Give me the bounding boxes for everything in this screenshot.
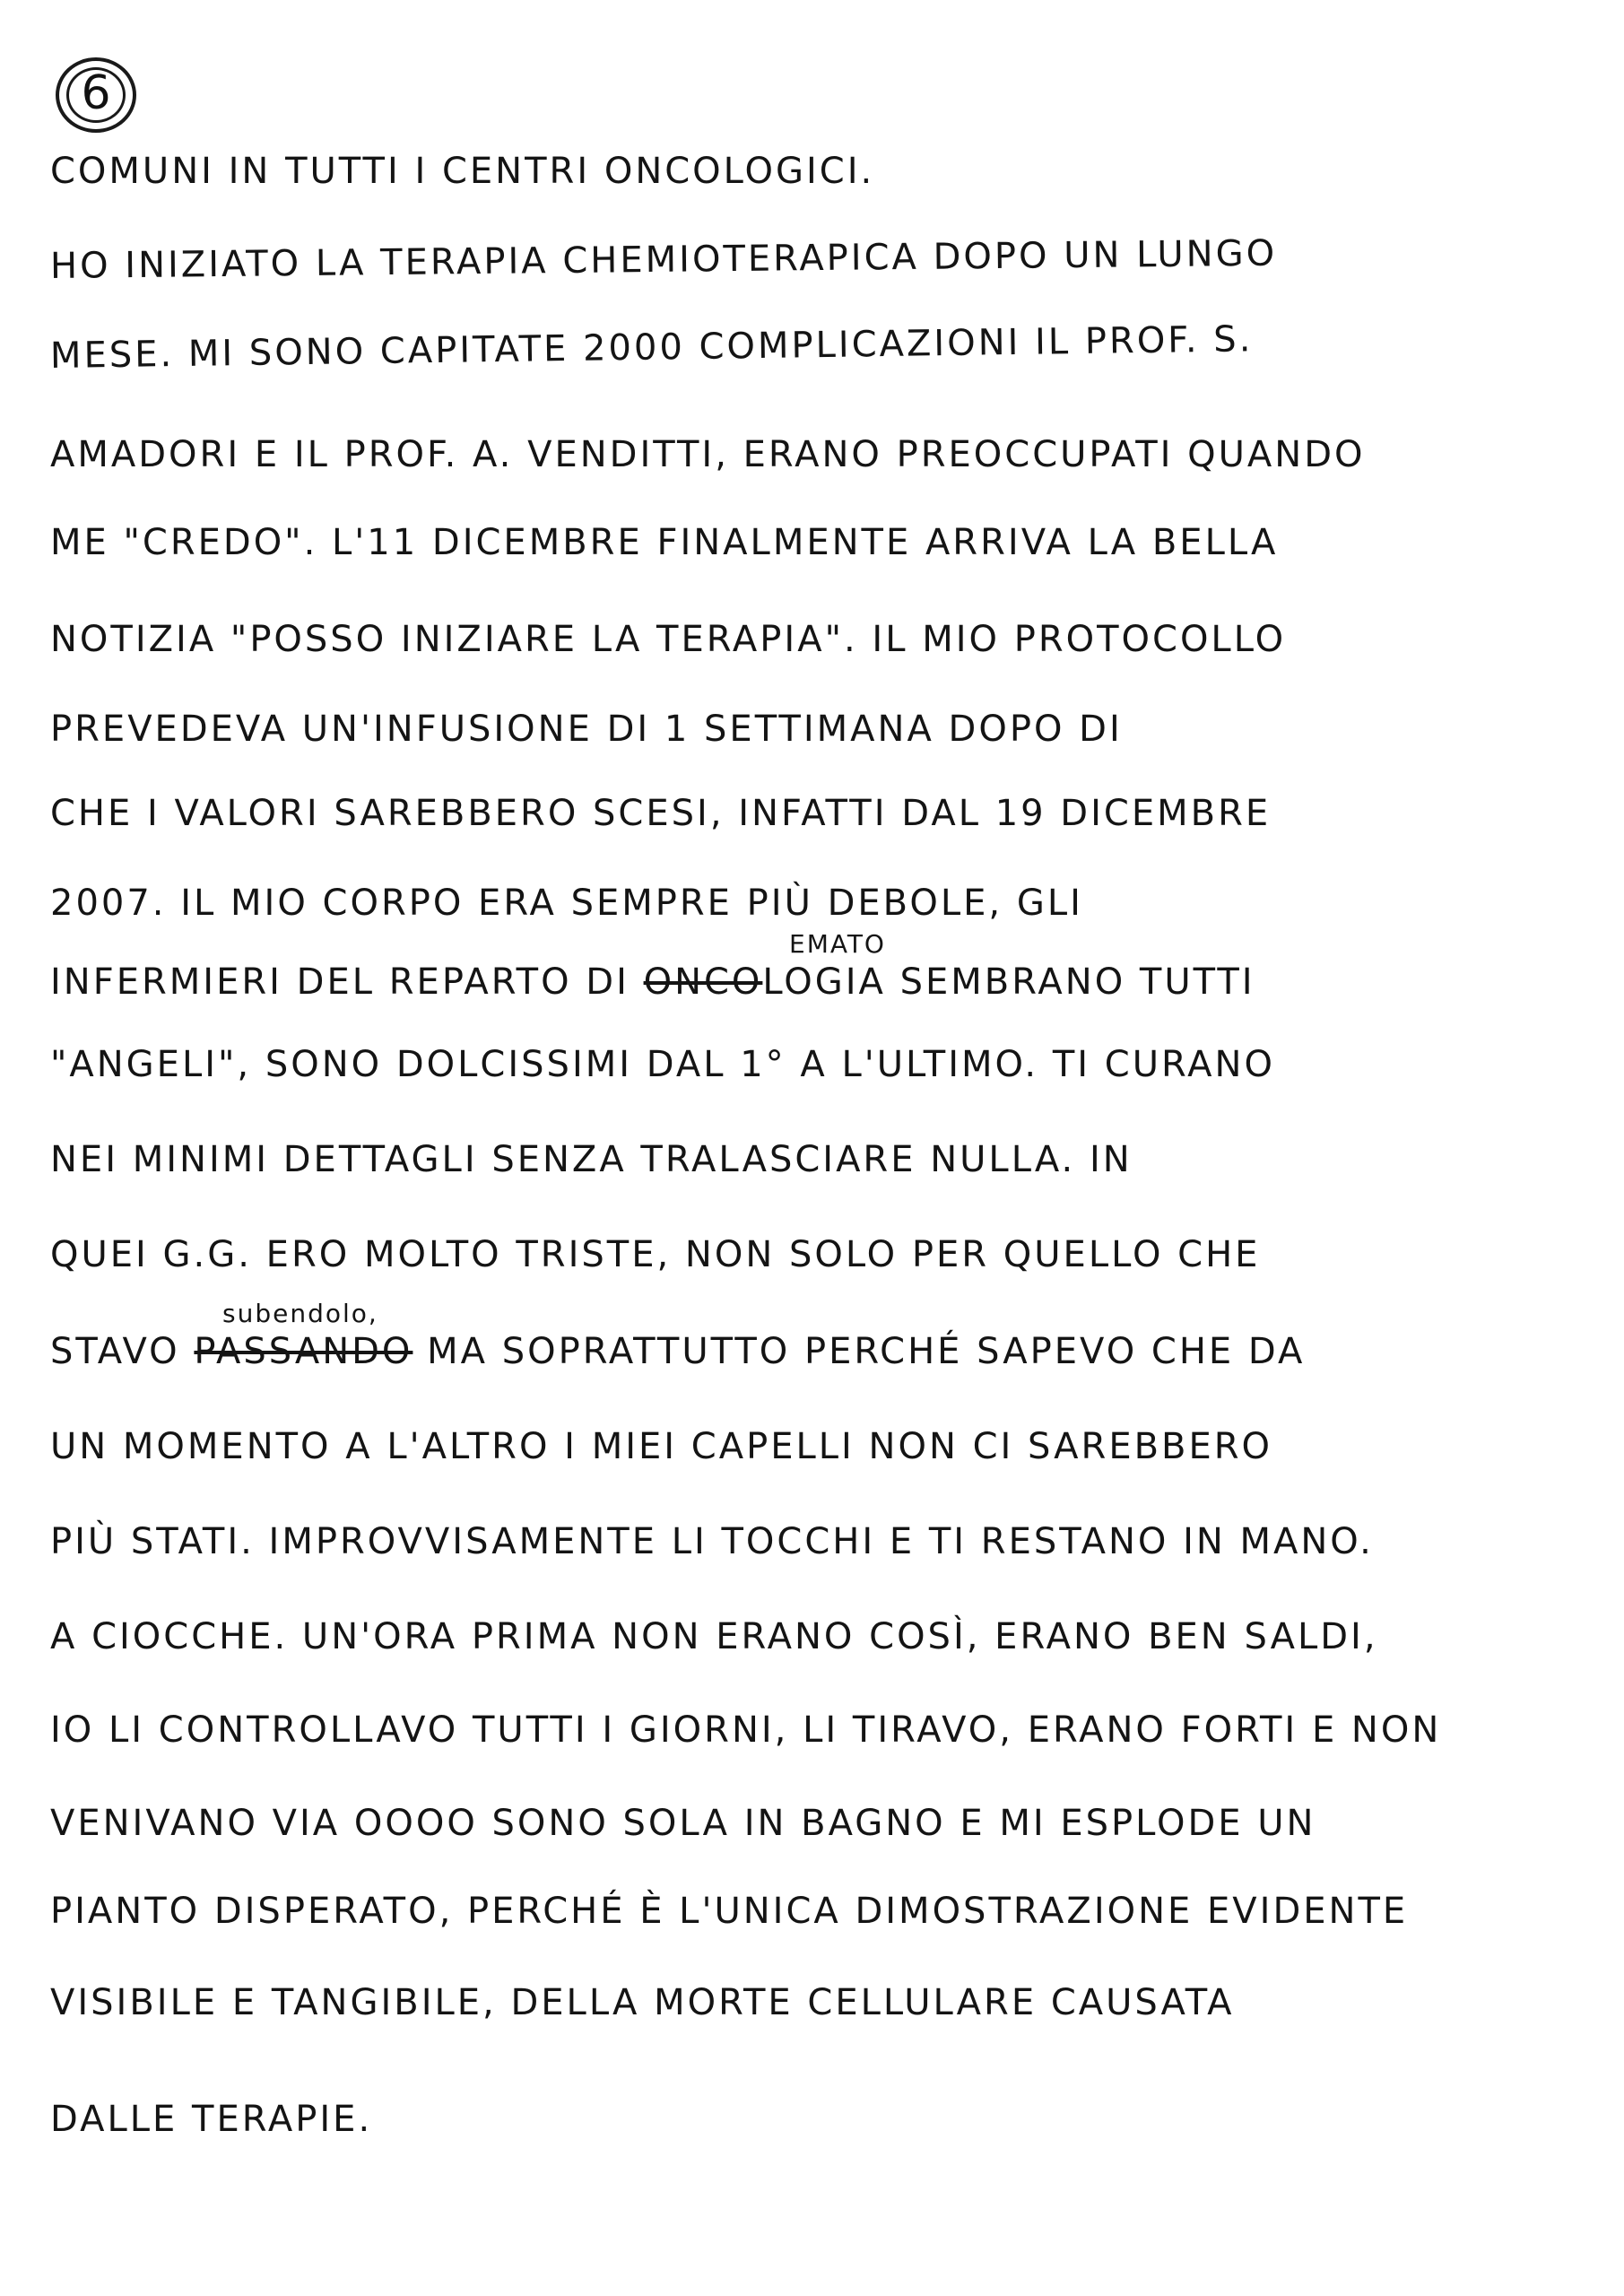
text-line-1: COMUNI IN TUTTI I CENTRI ONCOLOGICI. [50,151,875,192]
text-line-6: NOTIZIA "POSSO INIZIARE LA TERAPIA". IL MIO PROTOCOLLO [50,619,1287,660]
text-line-3: MESE. MI SONO CAPITATE 2000 COMPLICAZIONI IL PROF. S. [49,318,1254,377]
text-line-18: IO LI CONTROLLAVO TUTTI I GIORNI, LI TIRAVO, ERANO FORTI E NON [50,1709,1442,1751]
text-line-13: QUEI G.G. ERO MOLTO TRISTE, NON SOLO PER QUELLO CHE [50,1234,1261,1275]
text-line-2: HO INIZIATO LA TERAPIA CHEMIOTERAPICA DOPO UN LUNGO [49,232,1278,287]
page-number: 6 [81,66,111,120]
text-line-11: "ANGELI", SONO DOLCISSIMI DAL 1° A L'ULTIMO. TI CURANO [50,1044,1275,1085]
struck-word-onco: ONCO [643,961,763,1003]
text-line-14-end: MA SOPRATTUTTO PERCHÉ SAPEVO CHE DA [427,1331,1306,1372]
text-line-16: PIÙ STATI. IMPROVVISAMENTE LI TOCCHI E TI RESTANO IN MANO. [50,1521,1374,1562]
text-line-10-end: LOGIA SEMBRANO TUTTI [762,961,1255,1003]
text-line-19: VENIVANO VIA OOOO SONO SOLA IN BAGNO E MI ESPLODE UN [50,1803,1316,1844]
text-line-10 [50,961,1255,1003]
page-number-badge [56,57,136,133]
text-line-8: CHE I VALORI SAREBBERO SCESI, INFATTI DAL 19 DICEMBRE [50,793,1272,834]
text-line-15: UN MOMENTO A L'ALTRO I MIEI CAPELLI NON CI SAREBBERO [50,1426,1273,1467]
text-line-5: ME "CREDO". L'11 DICEMBRE FINALMENTE ARRIVA LA BELLA [50,522,1279,563]
text-line-20: PIANTO DISPERATO, PERCHÉ È L'UNICA DIMOSTRAZIONE EVIDENTE [50,1891,1409,1932]
text-line-10-start: INFERMIERI DEL REPARTO DI [50,961,630,1003]
struck-word-passando: PASSANDO [194,1331,413,1372]
text-line-7: PREVEDEVA UN'INFUSIONE DI 1 SETTIMANA DOPO DI [50,709,1123,750]
text-line-17: A CIOCCHE. UN'ORA PRIMA NON ERANO COSÌ, ERANO BEN SALDI, [50,1616,1378,1657]
inserted-word-subendolo: subendolo, [222,1299,378,1328]
text-line-21: VISIBILE E TANGIBILE, DELLA MORTE CELLULARE CAUSATA [50,1982,1235,2023]
text-line-4: AMADORI E IL PROF. A. VENDITTI, ERANO PREOCCUPATI QUANDO [50,434,1366,475]
inserted-word-emato: EMATO [789,929,886,959]
text-line-14 [50,1331,1305,1372]
text-line-22: DALLE TERAPIE. [50,2099,373,2140]
text-line-14-start: STAVO [50,1331,180,1372]
text-line-9: 2007. IL MIO CORPO ERA SEMPRE PIÙ DEBOLE, GLI [50,883,1083,924]
text-line-12: NEI MINIMI DETTAGLI SENZA TRALASCIARE NULLA. IN [50,1139,1133,1180]
